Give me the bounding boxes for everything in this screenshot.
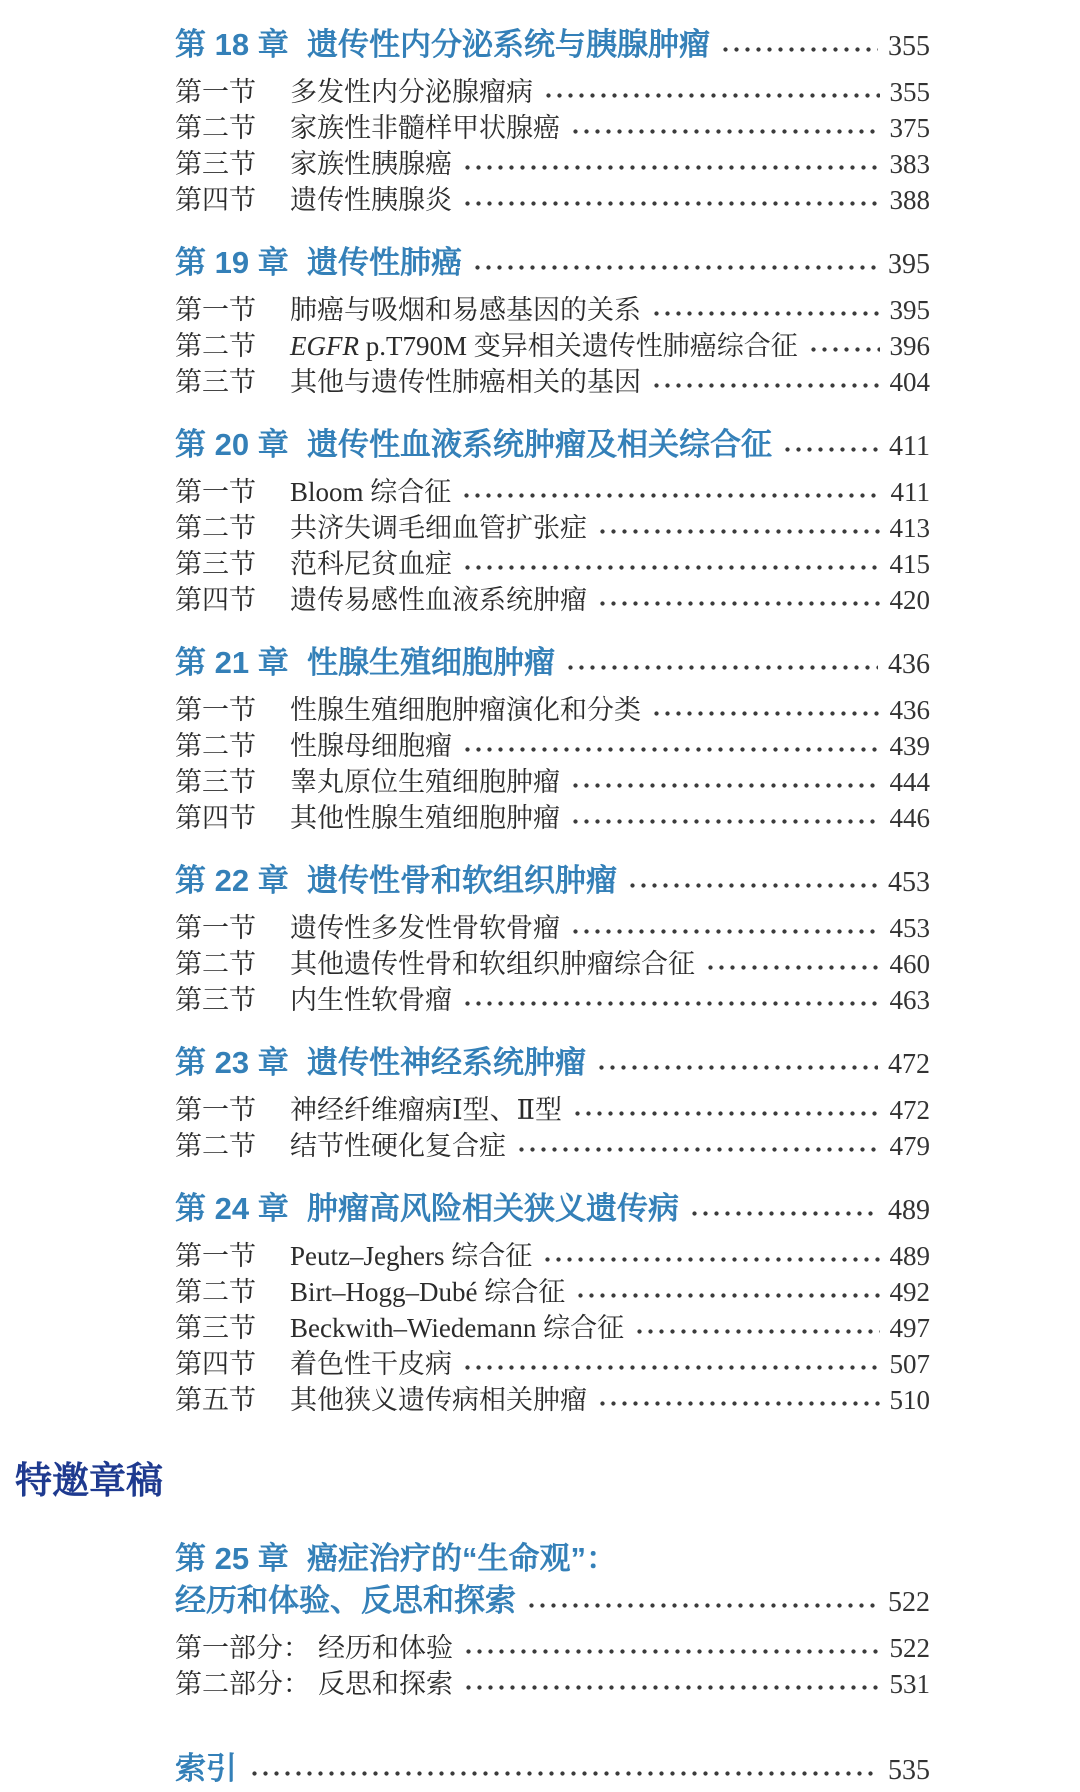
- chapter-heading-row: [0, 424, 1080, 468]
- dot-leader: [472, 262, 878, 273]
- page-number: 472: [888, 1049, 930, 1080]
- page-number: 522: [888, 1587, 930, 1618]
- section-entry: [0, 1274, 1080, 1310]
- chapter-heading-row: [0, 1188, 1080, 1232]
- section-title: 其他狭义遗传病相关肿瘤: [290, 1385, 587, 1415]
- dot-leader: [782, 444, 879, 455]
- chapter-entry: [0, 424, 1080, 618]
- dot-leader: [808, 344, 880, 355]
- section-number: 第一节: [175, 77, 256, 107]
- chapter-heading-row: [0, 242, 1080, 286]
- page-number: 472: [889, 1095, 930, 1125]
- chapter-number: 第 21 章: [175, 645, 289, 680]
- section-title: 着色性干皮病: [290, 1349, 452, 1379]
- section-number: 第三节: [175, 767, 256, 797]
- chapter-title: 遗传性肺癌: [307, 245, 462, 280]
- dot-leader: [249, 1768, 878, 1779]
- section-number: 第三节: [175, 367, 256, 397]
- chapter-number: 第 18 章: [175, 27, 289, 62]
- chapter-number: 第 22 章: [175, 863, 289, 898]
- page-number: 375: [889, 113, 930, 143]
- chapter-entry-25: [0, 1538, 1080, 1702]
- section-title: 多发性内分泌腺瘤病: [290, 77, 533, 107]
- section-entry: [0, 510, 1080, 546]
- chapter-title: 遗传性内分泌系统与胰腺肿瘤: [307, 27, 710, 62]
- page-number: 439: [889, 731, 930, 761]
- chapter-number: 第 19 章: [175, 245, 289, 280]
- index-title: 索引: [175, 1751, 237, 1786]
- page-number: 436: [889, 695, 930, 725]
- page-number: 411: [889, 431, 930, 462]
- dot-leader: [575, 1290, 879, 1301]
- page-number: 395: [889, 295, 930, 325]
- section-entry: [0, 1092, 1080, 1128]
- chapter-heading-row: [0, 24, 1080, 68]
- section-entry: [0, 1382, 1080, 1418]
- chapter-title: 癌症治疗的“生命观”：: [307, 1541, 617, 1576]
- section-number: 第二节: [175, 113, 256, 143]
- section-number: 第二节: [175, 331, 256, 361]
- dot-leader: [596, 1062, 878, 1073]
- section-number: 第三节: [175, 549, 256, 579]
- page-number: 453: [889, 913, 930, 943]
- chapter-entry: [0, 24, 1080, 218]
- dot-leader: [516, 1144, 880, 1155]
- page-number: 388: [889, 185, 930, 215]
- section-number: 第二部分：: [175, 1669, 310, 1699]
- dot-leader: [634, 1326, 879, 1337]
- page-number: 479: [889, 1131, 930, 1161]
- dot-leader: [597, 1398, 880, 1409]
- section-number: 第一节: [175, 1241, 256, 1271]
- chapter-25-heading-line2: [0, 1580, 1080, 1624]
- section-title: EGFR p.T790M 变异相关遗传性肺癌综合征: [290, 331, 798, 361]
- section-entry: [0, 1666, 1080, 1702]
- dot-leader: [570, 126, 880, 137]
- chapter-entry: [0, 1042, 1080, 1164]
- section-number: 第一节: [175, 1095, 256, 1125]
- section-entry: [0, 474, 1080, 510]
- page-number: 404: [889, 367, 930, 397]
- section-title: 遗传易感性血液系统肿瘤: [290, 585, 587, 615]
- section-number: 第一部分：: [175, 1633, 310, 1663]
- chapter-list: [0, 24, 1080, 1418]
- section-entry: [0, 982, 1080, 1018]
- chapter-title: 遗传性神经系统肿瘤: [307, 1045, 586, 1080]
- section-entry: [0, 146, 1080, 182]
- section-title: 其他性腺生殖细胞肿瘤: [290, 803, 560, 833]
- section-entry: [0, 582, 1080, 618]
- dot-leader: [462, 744, 880, 755]
- dot-leader: [462, 1362, 880, 1373]
- section-title: 其他遗传性骨和软组织肿瘤综合征: [290, 949, 695, 979]
- section-title: 肺癌与吸烟和易感基因的关系: [290, 295, 641, 325]
- section-title: 家族性胰腺癌: [290, 149, 452, 179]
- section-entry: [0, 1310, 1080, 1346]
- dot-leader: [627, 880, 878, 891]
- dot-leader: [463, 1682, 880, 1693]
- dot-leader: [462, 998, 880, 1009]
- section-entry: [0, 328, 1080, 364]
- page-number: 510: [889, 1385, 930, 1415]
- dot-leader: [462, 162, 880, 173]
- dot-leader: [597, 526, 880, 537]
- section-title: 家族性非髓样甲状腺癌: [290, 113, 560, 143]
- dot-leader: [689, 1208, 878, 1219]
- page-number: 531: [889, 1669, 930, 1699]
- dot-leader: [543, 90, 880, 101]
- section-entry: [0, 364, 1080, 400]
- chapter-number: 第 23 章: [175, 1045, 289, 1080]
- dot-leader: [542, 1254, 879, 1265]
- chapter-number: 第 20 章: [175, 427, 289, 462]
- dot-leader: [526, 1600, 878, 1611]
- page-number: 489: [889, 1241, 930, 1271]
- section-title: 性腺生殖细胞肿瘤演化和分类: [290, 695, 641, 725]
- section-title: 反思和探索: [318, 1669, 453, 1699]
- section-number: 第四节: [175, 803, 256, 833]
- dot-leader: [462, 198, 880, 209]
- section-number: 第四节: [175, 585, 256, 615]
- section-entry: [0, 946, 1080, 982]
- chapter-entry: [0, 242, 1080, 400]
- section-title: 范科尼贫血症: [290, 549, 452, 579]
- section-number: 第二节: [175, 949, 256, 979]
- section-entry: [0, 692, 1080, 728]
- page-number: 535: [888, 1755, 930, 1786]
- section-entry: [0, 1238, 1080, 1274]
- section-entry: [0, 1630, 1080, 1666]
- page-number: 453: [888, 867, 930, 898]
- page-number: 395: [888, 249, 930, 280]
- section-number: 第一节: [175, 695, 256, 725]
- chapter-number: 第 25 章: [175, 1541, 289, 1576]
- chapter-heading-row: [0, 1042, 1080, 1086]
- section-title: Bloom 综合征: [290, 477, 452, 507]
- section-entry: [0, 800, 1080, 836]
- section-entry: [0, 764, 1080, 800]
- section-number: 第四节: [175, 1349, 256, 1379]
- section-title: 遗传性多发性骨软骨瘤: [290, 913, 560, 943]
- section-number: 第五节: [175, 1385, 256, 1415]
- index-entry: [0, 1748, 1080, 1792]
- section-title: 其他与遗传性肺癌相关的基因: [290, 367, 641, 397]
- dot-leader: [565, 662, 878, 673]
- page-number: 355: [888, 31, 930, 62]
- dot-leader: [463, 1646, 880, 1657]
- section-entry: [0, 1128, 1080, 1164]
- section-number: 第一节: [175, 913, 256, 943]
- section-number: 第二节: [175, 1277, 256, 1307]
- page-number: 444: [889, 767, 930, 797]
- section-title: 性腺母细胞瘤: [290, 731, 452, 761]
- chapter-heading-row: [0, 642, 1080, 686]
- section-entry: [0, 1346, 1080, 1382]
- section-number: 第一节: [175, 477, 256, 507]
- section-number: 第三节: [175, 1313, 256, 1343]
- section-number: 第三节: [175, 985, 256, 1015]
- section-number: 第三节: [175, 149, 256, 179]
- section-number: 第一节: [175, 295, 256, 325]
- dot-leader: [570, 816, 880, 827]
- chapter-entry: [0, 1188, 1080, 1418]
- chapter-25-heading-line1: [0, 1538, 1080, 1580]
- chapter-title: 遗传性骨和软组织肿瘤: [307, 863, 617, 898]
- chapter-title: 遗传性血液系统肿瘤及相关综合征: [307, 427, 772, 462]
- dot-leader: [720, 44, 878, 55]
- special-section-heading: 特邀章稿: [15, 1460, 163, 1501]
- page-number: 396: [889, 331, 930, 361]
- section-title: 神经纤维瘤病Ⅰ型、Ⅱ型: [290, 1095, 563, 1125]
- chapter-number: 第 24 章: [175, 1191, 289, 1226]
- chapter-heading-row: [0, 860, 1080, 904]
- dot-leader: [651, 708, 880, 719]
- section-title: 共济失调毛细血管扩张症: [290, 513, 587, 543]
- section-number: 第四节: [175, 185, 256, 215]
- chapter-title: 性腺生殖细胞肿瘤: [307, 645, 555, 680]
- page-number: 492: [889, 1277, 930, 1307]
- section-entry: [0, 728, 1080, 764]
- section-title: 经历和体验: [318, 1633, 453, 1663]
- dot-leader: [651, 380, 880, 391]
- section-title: 睾丸原位生殖细胞肿瘤: [290, 767, 560, 797]
- dot-leader: [705, 962, 880, 973]
- page-number: 463: [889, 985, 930, 1015]
- section-title: Beckwith–Wiedemann 综合征: [290, 1313, 625, 1343]
- chapter-title: 肿瘤高风险相关狭义遗传病: [307, 1191, 679, 1226]
- page-number: 420: [889, 585, 930, 615]
- dot-leader: [570, 780, 880, 791]
- page-number: 383: [889, 149, 930, 179]
- dot-leader: [651, 308, 880, 319]
- section-title: Birt–Hogg–Dubé 综合征: [290, 1277, 566, 1307]
- page-number: 411: [890, 477, 930, 507]
- chapter-entry: [0, 860, 1080, 1018]
- section-title: Peutz–Jeghers 综合征: [290, 1241, 533, 1271]
- section-entry: [0, 910, 1080, 946]
- page-number: 415: [889, 549, 930, 579]
- section-entry: [0, 182, 1080, 218]
- gene-symbol-italic: EGFR: [290, 331, 359, 361]
- section-entry: [0, 292, 1080, 328]
- section-title: 内生性软骨瘤: [290, 985, 452, 1015]
- page-number: 489: [888, 1195, 930, 1226]
- section-entry: [0, 546, 1080, 582]
- section-entry: [0, 74, 1080, 110]
- page-number: 507: [889, 1349, 930, 1379]
- page-number: 446: [889, 803, 930, 833]
- section-number: 第二节: [175, 513, 256, 543]
- page-number: 460: [889, 949, 930, 979]
- dot-leader: [462, 562, 880, 573]
- dot-leader: [572, 1108, 879, 1119]
- page-number: 436: [888, 649, 930, 680]
- section-number: 第二节: [175, 731, 256, 761]
- dot-leader: [597, 598, 880, 609]
- page-number: 413: [889, 513, 930, 543]
- chapter-title-continued: 经历和体验、反思和探索: [175, 1583, 516, 1618]
- page-number: 522: [889, 1633, 930, 1663]
- section-number: 第二节: [175, 1131, 256, 1161]
- section-title: 结节性硬化复合症: [290, 1131, 506, 1161]
- dot-leader: [461, 490, 880, 501]
- section-title: 遗传性胰腺炎: [290, 185, 452, 215]
- page-number: 355: [889, 77, 930, 107]
- chapter-entry: [0, 642, 1080, 836]
- dot-leader: [570, 926, 880, 937]
- page-number: 497: [889, 1313, 930, 1343]
- section-entry: [0, 110, 1080, 146]
